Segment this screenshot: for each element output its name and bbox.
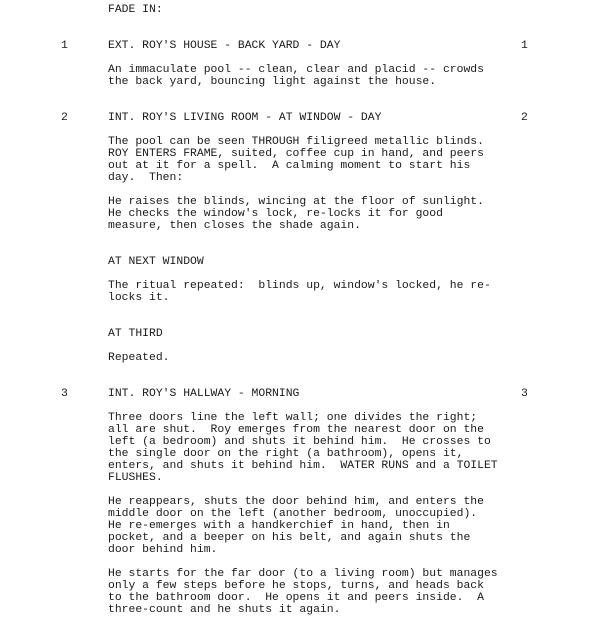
action-paragraph: The pool can be seen THROUGH filigreed metallic blinds. ROY ENTERS FRAME, suited, coffee cup in hand, and peers out at it for a spell. A calming moment to start his day. Then: (108, 136, 484, 184)
scene-number-left: 2 (61, 112, 68, 124)
scene-heading: INT. ROY'S HALLWAY - MORNING (108, 388, 300, 400)
action-paragraph: He reappears, shuts the door behind him, and enters the middle door on the left (another bedroom, unoccupied). He re-emerges with a handkerchief in hand, then in pocket, and a beeper on his belt, and again shuts the door behind him. (108, 496, 484, 556)
scene-number-right: 1 (521, 40, 528, 52)
scene-number-right: 2 (521, 112, 528, 124)
action-paragraph: Repeated. (108, 352, 170, 364)
action-paragraph: Three doors line the left wall; one divides the right; all are shut. Roy emerges from the nearest door on the left (a bedroom) and shuts it behind him. He crosses to the single door on the right (a bathroom), opens it, enters, and shuts it behind him. WATER RUNS and a TOILET FLUSHES. (108, 412, 498, 484)
action-paragraph: He raises the blinds, wincing at the floor of sunlight. He checks the window's lock, re-locks it for good measure, then closes the shade again. (108, 196, 484, 232)
scene-number-left: 1 (61, 40, 68, 52)
scene-number-right: 3 (521, 388, 528, 400)
action-paragraph: He starts for the far door (to a living room) but manages only a few steps before he stops, turns, and heads back to the bathroom door. He opens it and peers inside. A three-count and he shuts it again. (108, 568, 498, 616)
shot-heading: AT THIRD (108, 328, 163, 340)
action-paragraph: An immaculate pool -- clean, clear and placid -- crowds the back yard, bouncing light against the house. (108, 64, 484, 88)
action-paragraph: The ritual repeated: blinds up, window's locked, he re- locks it. (108, 280, 491, 304)
scene-heading: INT. ROY'S LIVING ROOM - AT WINDOW - DAY (108, 112, 382, 124)
scene-number-left: 3 (61, 388, 68, 400)
scene-heading: EXT. ROY'S HOUSE - BACK YARD - DAY (108, 40, 341, 52)
shot-heading: AT NEXT WINDOW (108, 256, 204, 268)
transition-fade-in: FADE IN: (108, 4, 163, 16)
